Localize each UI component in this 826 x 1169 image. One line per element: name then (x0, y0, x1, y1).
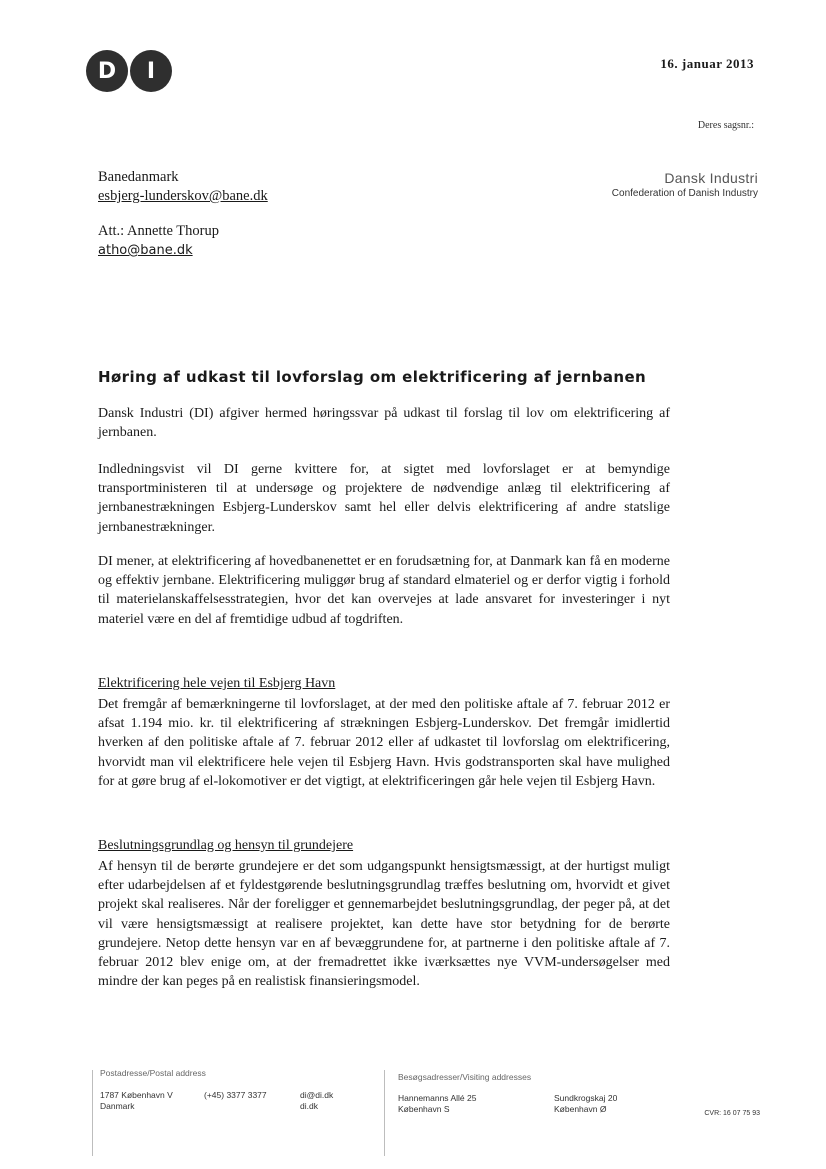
visiting-address-2-line1: Sundkrogskaj 20 (554, 1093, 618, 1103)
recipient-block (98, 168, 268, 206)
recipient-name: Banedanmark (98, 169, 179, 185)
attention-block (98, 222, 219, 260)
visiting-address-1-line2: København S (398, 1104, 450, 1114)
footer-divider-left (92, 1070, 93, 1156)
letter-title: Høring af udkast til lovforslag om elektrificering af jernbanen (98, 368, 647, 386)
sender-organization (612, 170, 758, 199)
paragraph-opinion: DI mener, at elektrificering af hovedbanenettet er en forudsætning for, at Danmark kan få en moderne og effektiv jernbane. Elektrificering muliggør brug af standard elmateriel og er derfor vigtig i forhold til materielanskaffelsesstrategien, hvor det kan overvejes at lade ansvaret for investeringer i nyt materiel være en del af fremtidige udbud af togdriften. (98, 554, 670, 627)
paragraph-acknowledgement: Indledningsvist vil DI gerne kvittere for, at sigtet med lovforslaget er at bemyndige transportministeren til at undersøge og projektere de nødvendige anlæg til elektrificering af jernbanestrækningen Esbjerg-Lunderskov samt hel eller delvis elektrificering af andre statslige jernbanestrækninger. (98, 462, 670, 535)
attention-email-link[interactable]: atho@bane.dk (98, 243, 193, 258)
visiting-address-2 (554, 1093, 617, 1115)
section-heading-esbjerg-havn: Elektrificering hele vejen til Esbjerg Havn (98, 676, 336, 691)
section-body-esbjerg-havn: Det fremgår af bemærkningerne til lovforslaget, at der med den politiske aftale af 7. februar 2012 er afsat 1.194 mio. kr. til elektrificering af strækningen Esbjerg-Lunderskov. Det fremgår imidlertid hverken af den politiske aftale af 7. februar 2012 eller af udkastet til lovforslag om elektrificering, hvorvidt man vil elektrificere hele vejen til Esbjerg Havn. Hvis godstransporten skal have mulighed for at gøre brug af el-lokomotiver er det vigtigt, at elektrificeringen går hele vejen til Esbjerg Havn. (98, 697, 670, 789)
postal-address-label: Postadresse/Postal address (100, 1068, 206, 1078)
di-logo (86, 50, 178, 92)
visiting-address-1 (398, 1093, 476, 1115)
organization-english-name: Confederation of Danish Industry (611, 188, 758, 199)
section-body-grundejere: Af hensyn til de berørte grundejere er det som udgangspunkt hensigtsmæssigt, at der hurtigst muligt efter udarbejdelsen af et fyldestgørende beslutningsgrundlag træffes beslutning om, hvorvidt et givet projekt skal realiseres. Når der foreligger et gennemarbejdet beslutningsgrundlag, der peger på, at det vil være hensigtsmæssigt at realisere projektet, kan dette have stor betydning for de berørte grundejere. Netop dette hensyn var en af bevæggrundene for, at partnerne i den politiske aftale af 7. februar 2012 blev enige om, at der fremadrettet ikke iværksættes nye VVM-undersøgelser med mindre der kan peges på en realistisk finansieringsmodel. (98, 859, 670, 990)
letter-date: 16. januar 2013 (660, 56, 754, 71)
section-heading-grundejere: Beslutningsgrundlag og hensyn til grundejere (98, 838, 354, 853)
recipient-email-link[interactable]: esbjerg-lunderskov@bane.dk (98, 188, 268, 204)
postal-address (100, 1090, 173, 1112)
visiting-address-2-line2: København Ø (554, 1104, 607, 1114)
footer-email[interactable]: di@di.dk (300, 1090, 334, 1100)
organization-name: Dansk Industri (664, 170, 758, 186)
attention-name: Att.: Annette Thorup (98, 223, 219, 239)
footer-divider-middle (384, 1070, 385, 1156)
postal-address-line1: 1787 København V (100, 1090, 173, 1100)
case-number-label: Deres sagsnr.: (697, 120, 754, 131)
footer-website[interactable]: di.dk (300, 1101, 318, 1111)
logo-letter-i: I (130, 50, 172, 92)
paragraph-intro: Dansk Industri (DI) afgiver hermed høringssvar på udkast til forslag til lov om elektrificering af jernbanen. (98, 406, 670, 441)
logo-letter-d: D (86, 50, 128, 92)
contact-web (300, 1090, 333, 1112)
postal-address-line2: Danmark (100, 1101, 135, 1111)
cvr-number: CVR: 16 07 75 93 (704, 1110, 760, 1117)
phone-number: (+45) 3377 3377 (204, 1090, 267, 1100)
visiting-address-1-line1: Hannemanns Allé 25 (398, 1093, 477, 1103)
visiting-address-label: Besøgsadresser/Visiting addresses (398, 1072, 532, 1082)
